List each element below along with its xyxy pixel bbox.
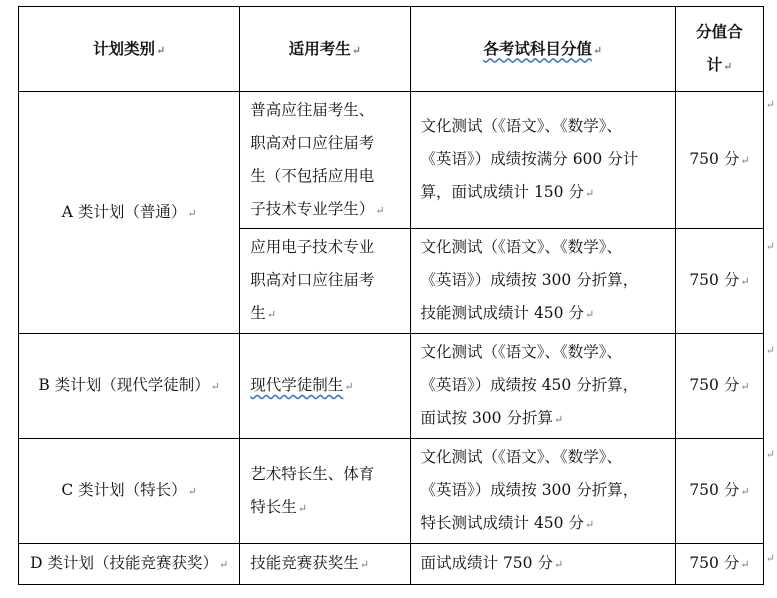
table-row bbox=[19, 334, 764, 439]
category-cell: D 类计划（技能竞赛获奖）↵ bbox=[19, 544, 240, 585]
scores-cell: 文化测试（《语文》、《数学》、 《英语》）成绩按满分 600 分计 算，面试成绩计 150 分↵ bbox=[410, 92, 675, 229]
total-cell: 750 分↵ bbox=[675, 229, 763, 334]
row-end-mark: ↵ bbox=[765, 552, 775, 565]
header-category: 计划类别↵ bbox=[19, 7, 240, 92]
candidates-cell: 技能竞赛获奖生↵ bbox=[240, 544, 410, 585]
score-table bbox=[18, 6, 764, 585]
total-cell: 750 分↵ bbox=[675, 92, 763, 229]
category-cell: B 类计划（现代学徒制）↵ bbox=[19, 334, 240, 439]
total-cell: 750 分↵ bbox=[675, 334, 763, 439]
scores-cell: 文化测试（《语文》、《数学》、 《英语》）成绩按 450 分折算， 面试按 300 分折算↵ bbox=[410, 334, 675, 439]
scores-cell: 文化测试（《语文》、《数学》、 《英语》）成绩按 300 分折算， 特长测试成绩计 450 分↵ bbox=[410, 439, 675, 544]
candidates-cell: 应用电子技术专业 职高对口应往届考 生↵ bbox=[240, 229, 410, 334]
table-row bbox=[19, 92, 764, 229]
total-cell: 750 分↵ bbox=[675, 439, 763, 544]
row-end-mark: ↵ bbox=[765, 344, 775, 357]
row-end-mark: ↵ bbox=[765, 240, 775, 253]
table-row bbox=[19, 544, 764, 585]
candidates-cell: 普高应往届考生、 职高对口应往届考 生（不包括应用电 子技术专业学生）↵ bbox=[240, 92, 410, 229]
scores-cell: 文化测试（《语文》、《数学》、 《英语》）成绩按 300 分折算， 技能测试成绩计 450 分↵ bbox=[410, 229, 675, 334]
header-row bbox=[19, 7, 764, 92]
header-total: 分值合 计↵ bbox=[675, 7, 763, 92]
row-end-mark: ↵ bbox=[765, 448, 775, 461]
table-row bbox=[19, 439, 764, 544]
header-candidates: 适用考生↵ bbox=[240, 7, 410, 92]
header-scores: 各考试科目分值↵ bbox=[410, 7, 675, 92]
row-end-mark: ↵ bbox=[765, 98, 775, 111]
scores-cell: 面试成绩计 750 分↵ bbox=[410, 544, 675, 585]
total-cell: 750 分↵ bbox=[675, 544, 763, 585]
candidates-cell: 现代学徒制生↵ bbox=[240, 334, 410, 439]
candidates-cell: 艺术特长生、体育 特长生↵ bbox=[240, 439, 410, 544]
category-cell: C 类计划（特长）↵ bbox=[19, 439, 240, 544]
category-cell: A 类计划（普通）↵ bbox=[19, 92, 240, 334]
